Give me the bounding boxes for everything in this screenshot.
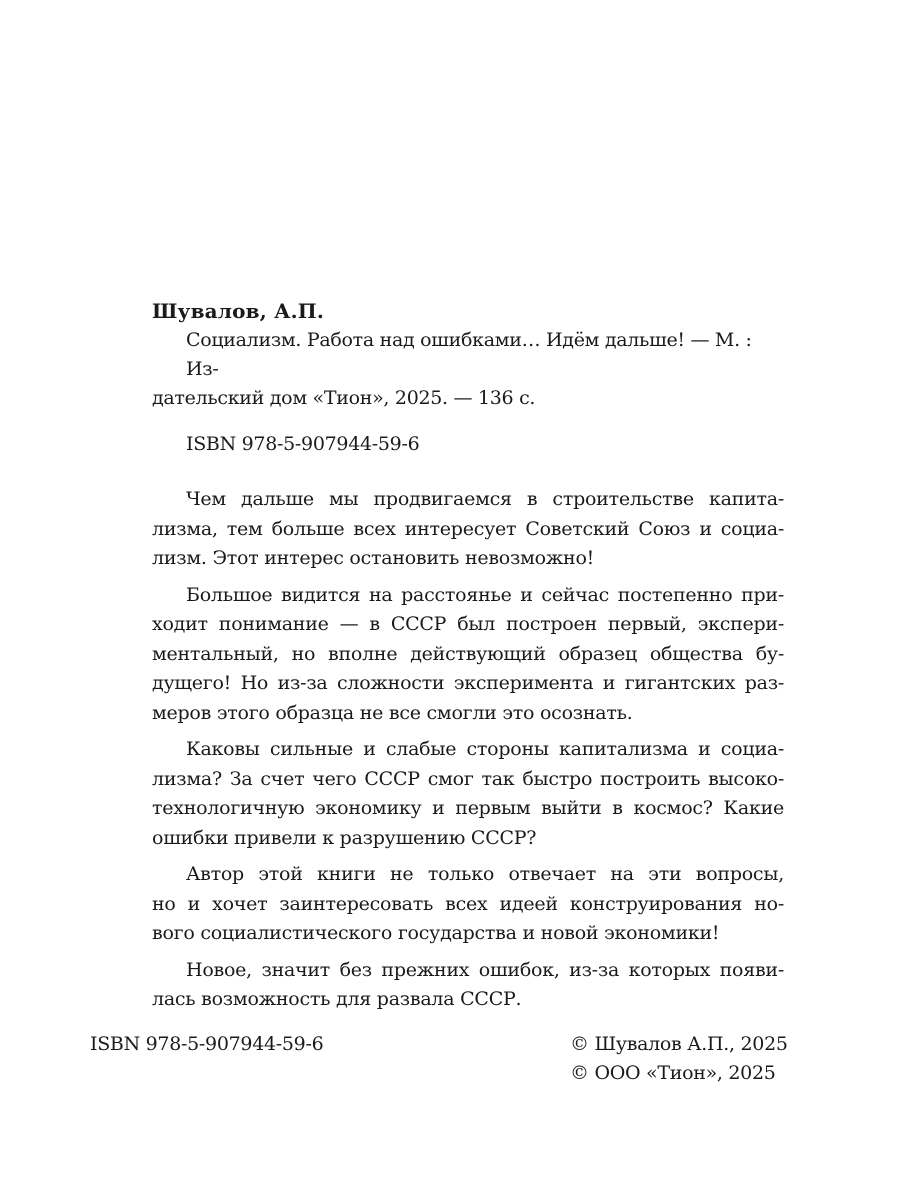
annotation-line: лизм. Этот интерес остановить невозможно! — [152, 547, 595, 569]
annotation-line: меров этого образца не все смогли это осознать. — [152, 701, 633, 724]
bibliographic-record — [152, 296, 784, 1022]
title-line-1: Социализм. Работа над ошибками… Идём дальше! — М. : Из- — [186, 329, 752, 380]
annotation-line: Новое, значит без прежних ошибок, из-за которых появи- — [186, 958, 784, 981]
copyright-author: © Шувалов А.П., 2025 — [570, 1033, 788, 1055]
annotation-paragraph-5 — [152, 956, 784, 1015]
isbn-entry: ISBN 978-5-907944-59-6 — [186, 433, 420, 455]
annotation-line: ошибки привели к разрушению СССР? — [152, 826, 537, 849]
author-heading: Шувалов, А.П. — [152, 299, 324, 323]
annotation-line: лась возможность для развала СССР. — [152, 988, 522, 1010]
annotation-line: лизма, тем больше всех интересует Советский Союз и социа- — [152, 517, 784, 540]
annotation-line: но и хочет заинтересовать всех идеей конструирования но- — [152, 892, 784, 915]
annotation-paragraph-1 — [152, 485, 784, 574]
annotation-line: Большое видится на расстоянье и сейчас постепенно при- — [186, 583, 784, 606]
copyright-block — [570, 1030, 788, 1088]
annotation-paragraph-4 — [152, 860, 784, 949]
annotation-line: дущего! Но из-за сложности эксперимента и гигантских раз- — [152, 672, 784, 694]
annotation-paragraph-3 — [152, 735, 784, 853]
annotation — [152, 485, 784, 1015]
annotation-line: Каковы сильные и слабые стороны капитализма и социа- — [186, 738, 784, 760]
annotation-line: технологичную экономику и первым выйти в космос? Какие — [152, 797, 784, 819]
copyright-publisher: © ООО «Тион», 2025 — [570, 1062, 776, 1084]
annotation-line: Автор этой книги не только отвечает на эти вопросы, — [186, 863, 784, 885]
footer-isbn: ISBN 978-5-907944-59-6 — [90, 1033, 324, 1055]
annotation-line: вого социалистического государства и новой экономики! — [152, 922, 720, 944]
annotation-paragraph-2 — [152, 581, 784, 729]
annotation-line: ментальный, но вполне действующий образец общества бу- — [152, 642, 784, 665]
annotation-line: Чем дальше мы продвигаемся в строительстве капита- — [186, 488, 784, 510]
title-line-2: дательский дом «Тион», 2025. — 136 с. — [152, 387, 536, 409]
annotation-line: лизма? За счет чего СССР смог так быстро построить высоко- — [152, 767, 784, 790]
annotation-line: ходит понимание — в СССР был построен первый, экспери- — [152, 613, 784, 635]
